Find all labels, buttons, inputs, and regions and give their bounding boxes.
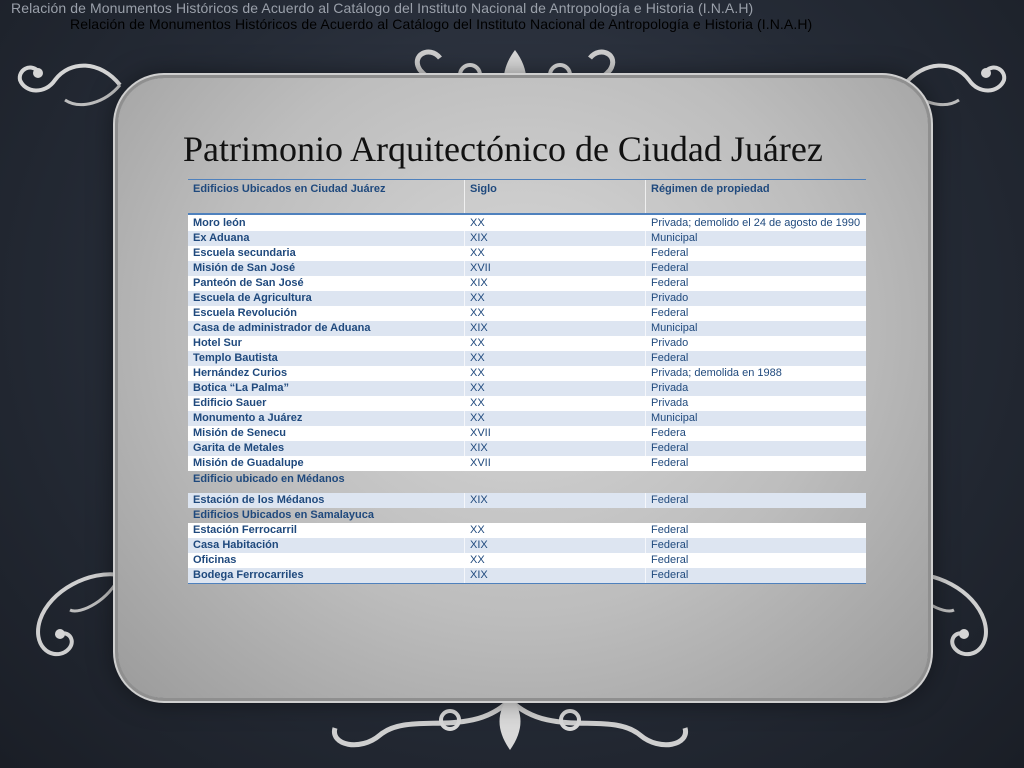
cell-building: Panteón de San José <box>193 277 304 289</box>
cell-ownership: Federal <box>645 246 866 261</box>
cell-century: XX <box>464 216 645 231</box>
column-header-ownership: Régimen de propiedad <box>645 180 866 213</box>
section-label: Edificios Ubicados en Samalayuca <box>193 509 374 521</box>
cell-century: XX <box>464 366 645 381</box>
table-section-row <box>188 471 866 493</box>
cell-building: Moro león <box>193 217 246 229</box>
header-caption-shadow: Relación de Monumentos Históricos de Acuerdo al Catálogo del Instituto Nacional de Antropología e Historia (I.N.A.H) <box>11 0 754 16</box>
cell-century: XVII <box>464 426 645 441</box>
cell-century: XX <box>464 351 645 366</box>
table-row <box>188 246 866 261</box>
cell-building: Botica “La Palma” <box>193 382 289 394</box>
table-row <box>188 291 866 306</box>
table-row <box>188 553 866 568</box>
cell-ownership: Federal <box>645 493 866 508</box>
cell-century: XVII <box>464 456 645 471</box>
cell-century: XIX <box>464 321 645 336</box>
cell-building: Ex Aduana <box>193 232 250 244</box>
cell-century: XIX <box>464 568 645 583</box>
cell-ownership: Municipal <box>645 321 866 336</box>
table-row <box>188 523 866 538</box>
table-body <box>188 215 866 583</box>
cell-building: Monumento a Juárez <box>193 412 303 424</box>
table-row <box>188 336 866 351</box>
cell-ownership: Federal <box>645 538 866 553</box>
cell-building: Garita de Metales <box>193 442 285 454</box>
table-row <box>188 396 866 411</box>
table-row <box>188 231 866 246</box>
cell-building: Casa Habitación <box>193 539 279 551</box>
cell-building: Estación Ferrocarril <box>193 524 297 536</box>
table-row <box>188 426 866 441</box>
cell-ownership: Privada <box>645 396 866 411</box>
cell-building: Misión de Guadalupe <box>193 457 304 469</box>
cell-building: Templo Bautista <box>193 352 278 364</box>
table-row <box>188 538 866 553</box>
cell-century: XX <box>464 336 645 351</box>
cell-century: XIX <box>464 538 645 553</box>
table-row <box>188 411 866 426</box>
page-title: Patrimonio Arquitectónico de Ciudad Juárez <box>183 129 823 169</box>
cell-ownership: Federal <box>645 306 866 321</box>
cell-building: Escuela secundaria <box>193 247 296 259</box>
scroll-ornament-bottom-left-icon <box>10 560 130 670</box>
cell-ownership: Federal <box>645 456 866 471</box>
cell-ownership: Privado <box>645 291 866 306</box>
cell-building: Hernández Curios <box>193 367 288 379</box>
cell-building: Edificio Sauer <box>193 397 267 409</box>
cell-building: Hotel Sur <box>193 337 242 349</box>
cell-building: Estación de los Médanos <box>193 494 325 506</box>
cell-century: XVII <box>464 261 645 276</box>
table-row <box>188 261 866 276</box>
cell-ownership: Municipal <box>645 231 866 246</box>
cell-building: Escuela de Agricultura <box>193 292 312 304</box>
cell-ownership: Federa <box>645 426 866 441</box>
cell-century: XX <box>464 553 645 568</box>
table-row <box>188 456 866 471</box>
cell-ownership: Federal <box>645 441 866 456</box>
cell-century: XIX <box>464 441 645 456</box>
cell-ownership: Privada; demolido el 24 de agosto de 1990 <box>645 216 866 231</box>
cell-century: XX <box>464 396 645 411</box>
cell-century: XX <box>464 306 645 321</box>
table-row <box>188 441 866 456</box>
cell-ownership: Privada; demolida en 1988 <box>645 366 866 381</box>
cell-ownership: Municipal <box>645 411 866 426</box>
table-header-row <box>188 180 866 215</box>
table-row <box>188 351 866 366</box>
cell-century: XIX <box>464 276 645 291</box>
cell-ownership: Federal <box>645 261 866 276</box>
section-label: Edificio ubicado en Médanos <box>193 473 345 485</box>
cell-ownership: Privado <box>645 336 866 351</box>
table-section-row <box>188 508 866 523</box>
cell-ownership: Federal <box>645 351 866 366</box>
table-row <box>188 493 866 508</box>
monuments-table <box>188 179 866 584</box>
cell-building: Misión de Senecu <box>193 427 286 439</box>
cell-century: XX <box>464 523 645 538</box>
cell-building: Bodega Ferrocarriles <box>193 569 304 581</box>
header-caption: Relación de Monumentos Históricos de Acuerdo al Catálogo del Instituto Nacional de Antropología e Historia (I.N.A.H) <box>70 16 813 32</box>
cell-ownership: Federal <box>645 276 866 291</box>
cell-century: XX <box>464 291 645 306</box>
cell-building: Casa de administrador de Aduana <box>193 322 371 334</box>
table-row <box>188 215 866 231</box>
cell-ownership: Privada <box>645 381 866 396</box>
scroll-ornament-top-left-icon <box>10 55 130 115</box>
scroll-ornament-bottom-center-icon <box>300 690 720 760</box>
table-row <box>188 366 866 381</box>
table-row <box>188 568 866 583</box>
cell-century: XX <box>464 381 645 396</box>
cell-ownership: Federal <box>645 523 866 538</box>
cell-building: Escuela Revolución <box>193 307 297 319</box>
cell-century: XX <box>464 246 645 261</box>
table-row <box>188 276 866 291</box>
cell-building: Misión de San José <box>193 262 296 274</box>
table-row <box>188 306 866 321</box>
cell-ownership: Federal <box>645 568 866 583</box>
table-row <box>188 321 866 336</box>
cell-century: XIX <box>464 231 645 246</box>
column-header-building: Edificios Ubicados en Ciudad Juárez <box>193 183 386 195</box>
cell-century: XX <box>464 411 645 426</box>
cell-building: Oficinas <box>193 554 237 566</box>
cell-century: XIX <box>464 493 645 508</box>
table-row <box>188 381 866 396</box>
cell-ownership: Federal <box>645 553 866 568</box>
column-header-century: Siglo <box>464 180 645 213</box>
